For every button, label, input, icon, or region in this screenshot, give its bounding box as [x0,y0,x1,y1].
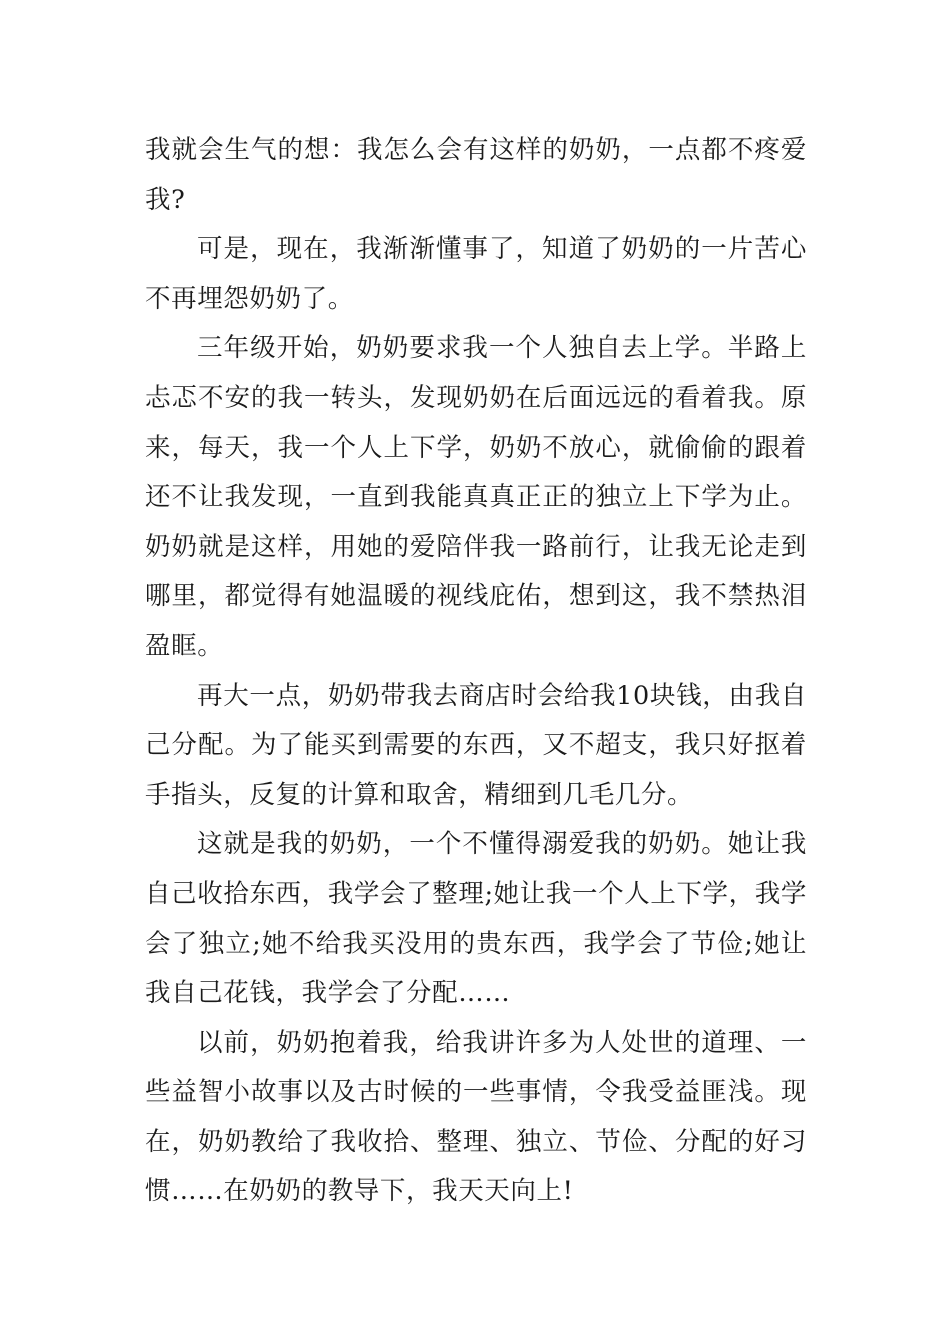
paragraph-2: 可是，现在，我渐渐懂事了，知道了奶奶的一片苦心不再埋怨奶奶了。 [145,234,807,314]
paragraph-6: 以前，奶奶抱着我，给我讲许多为人处世的道理、一些益智小故事以及古时候的一些事情，令我受益匪浅。现在，奶奶教给了我收拾、整理、独立、节俭、分配的好习惯……在奶奶的教导下，我天天向上! [145,1027,807,1207]
paragraph-4: 再大一点，奶奶带我去商店时会给我10块钱，由我自己分配。为了能买到需要的东西，又不超支，我只好抠着手指头，反复的计算和取舍，精细到几毛几分。 [145,680,807,810]
paragraph-1: 我就会生气的想：我怎么会有这样的奶奶，一点都不疼爱我? [145,135,807,215]
paragraph-5: 这就是我的奶奶，一个不懂得溺爱我的奶奶。她让我自己收拾东西，我学会了整理;她让我一个人上下学，我学会了独立;她不给我买没用的贵东西，我学会了节俭;她让我自己花钱，我学会了分配…… [145,829,807,1009]
paragraph-3: 三年级开始，奶奶要求我一个人独自去上学。半路上忐忑不安的我一转头，发现奶奶在后面远远的看着我。原来，每天，我一个人上下学，奶奶不放心，就偷偷的跟着还不让我发现，一直到我能真真正正的独立上下学为止。奶奶就是这样，用她的爱陪伴我一路前行，让我无论走到哪里，都觉得有她温暖的视线庇佑，想到这，我不禁热泪盈眶。 [145,333,807,661]
document-body [145,126,807,1217]
